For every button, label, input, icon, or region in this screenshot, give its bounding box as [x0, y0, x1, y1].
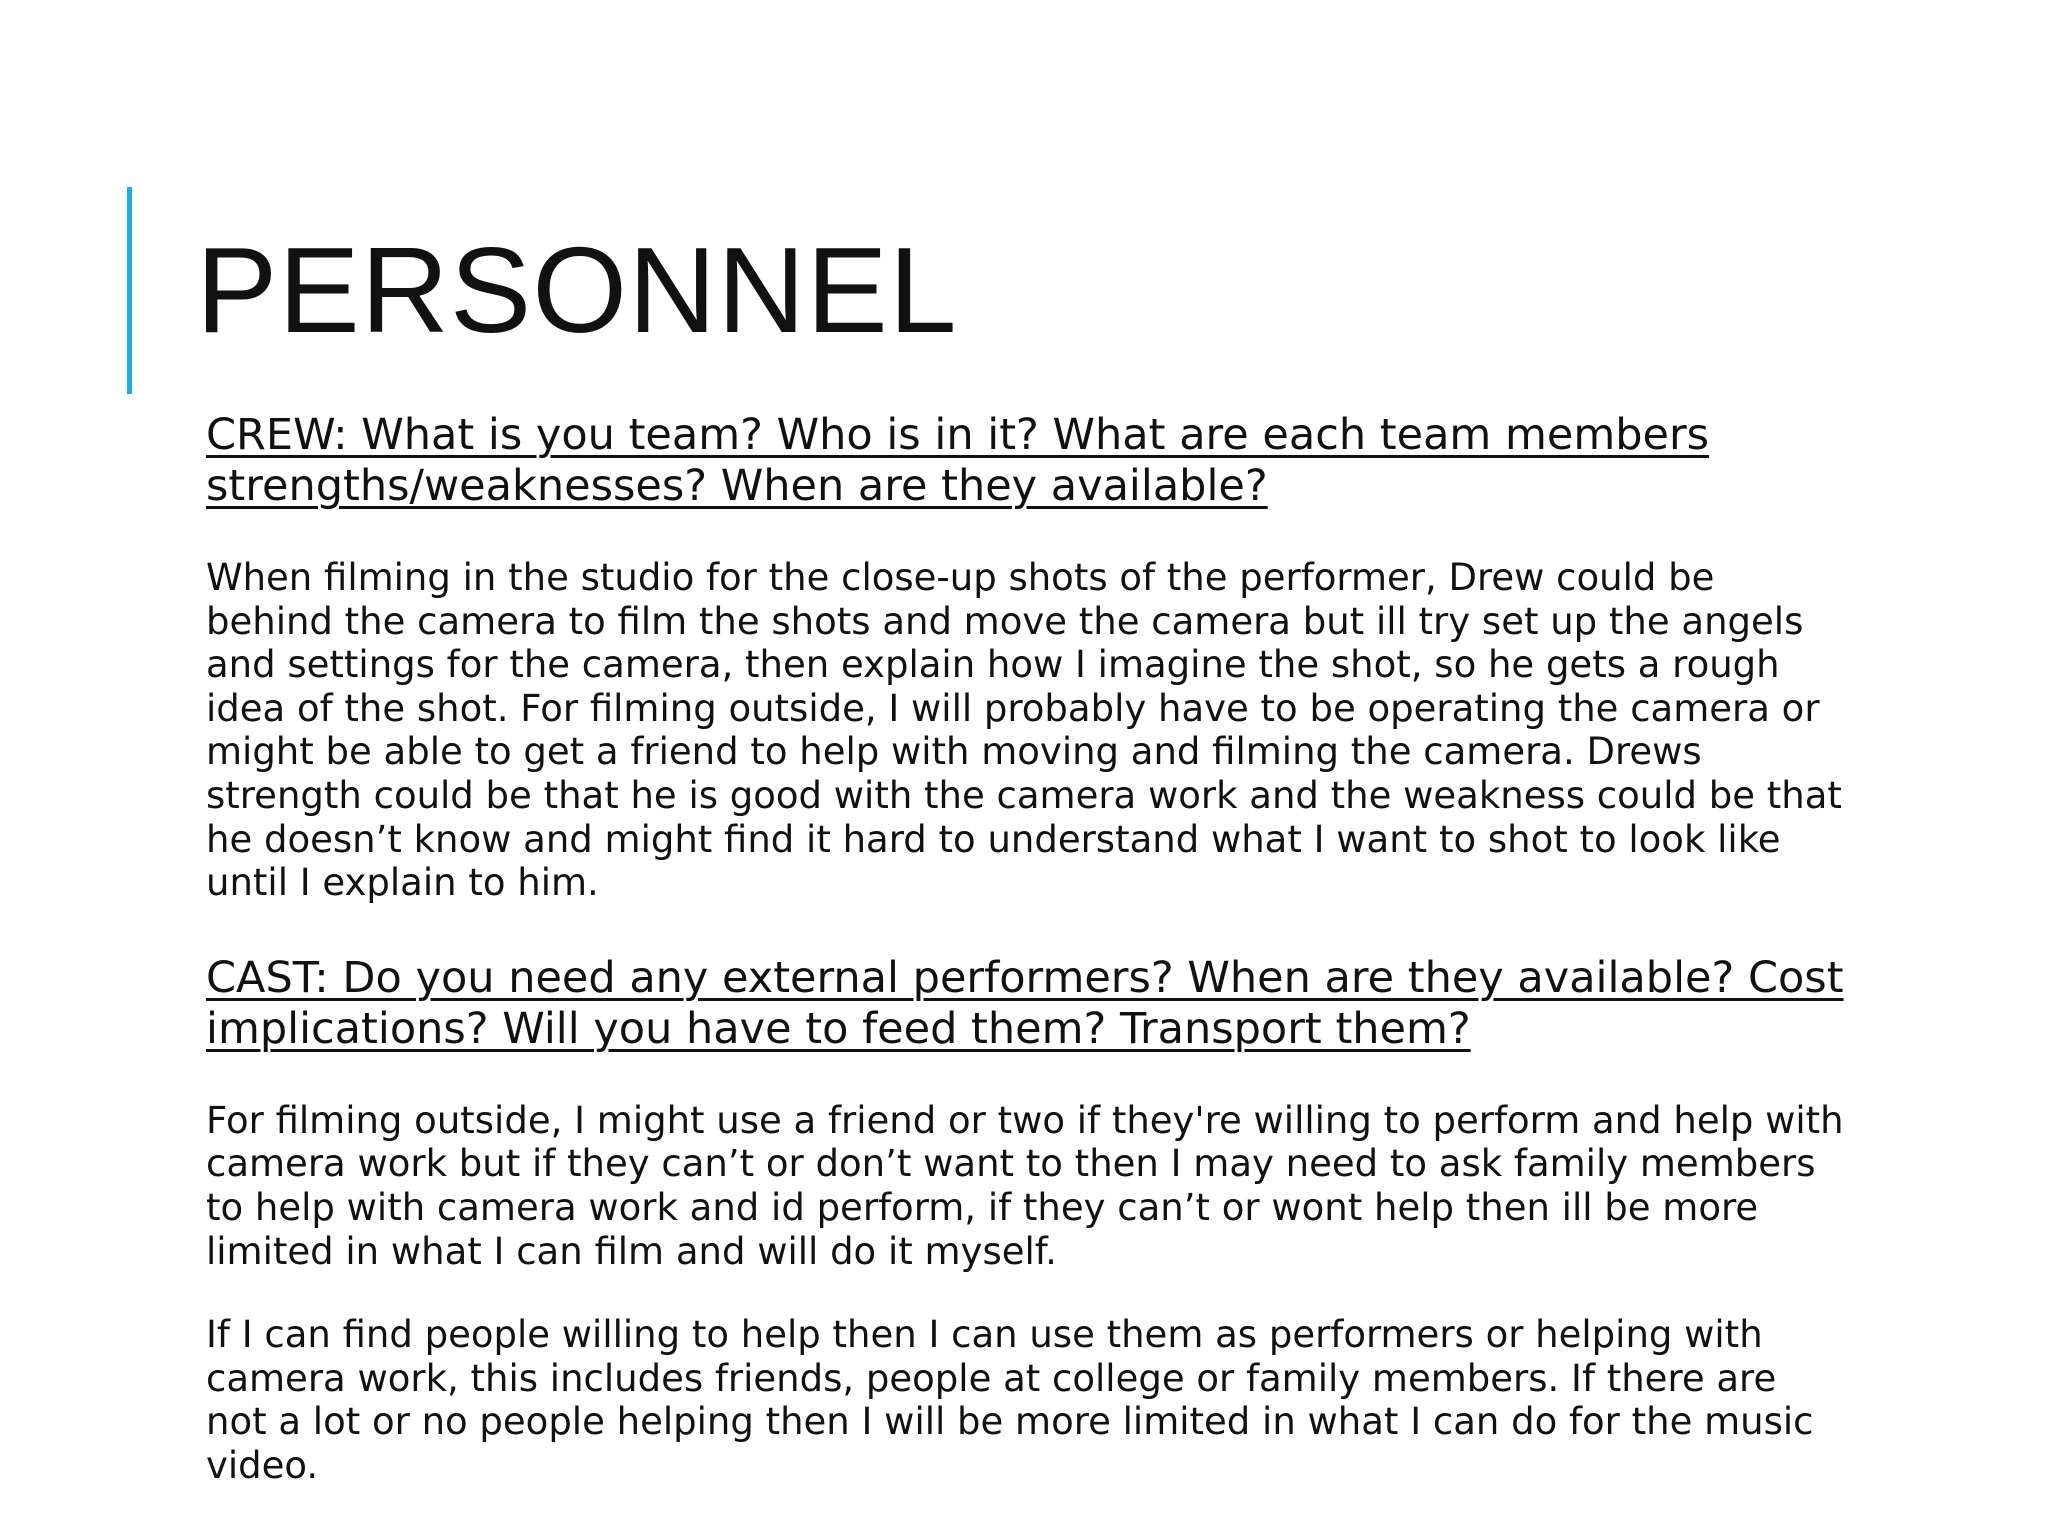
title-accent-bar [127, 187, 132, 394]
cast-body-paragraph-2: If I can find people willing to help then I can use them as performers or helping with camera work, this includes friends, people at college or family members. If there are not a lot or no people helping then I will be more limited in what I can do for the music video. [206, 1313, 1814, 1487]
slide-content [206, 410, 1846, 1488]
crew-heading: CREW: What is you team? Who is in it? What are each team members strengths/weaknesses? When are they available? [206, 410, 1710, 511]
cast-heading: CAST: Do you need any external performers? When are they available? Cost implications? Will you have to feed them? Transport them? [206, 952, 1844, 1054]
crew-body: When filming in the studio for the close-up shots of the performer, Drew could be behind the camera to film the shots and move the camera but ill try set up the angels and settings for the camera, then explain how I imagine the shot, so he gets a rough idea of the shot. For filming outside, I will probably have to be operating the camera or might be able to get a friend to help with moving and filming the camera. Drews strength could be that he is good with the camera work and the weakness could be that he doesn’t know and might find it hard to understand what I want to shot to look like until I explain to him. [206, 556, 1842, 905]
cast-body-paragraph-1: For filming outside, I might use a friend or two if they're willing to perform and help with camera work but if they can’t or don’t want to then I may need to ask family members to help with camera work and id perform, if they can’t or wont help then ill be more limited in what I can film and will do it myself. [206, 1098, 1844, 1273]
slide-title: PERSONNEL [196, 222, 958, 358]
